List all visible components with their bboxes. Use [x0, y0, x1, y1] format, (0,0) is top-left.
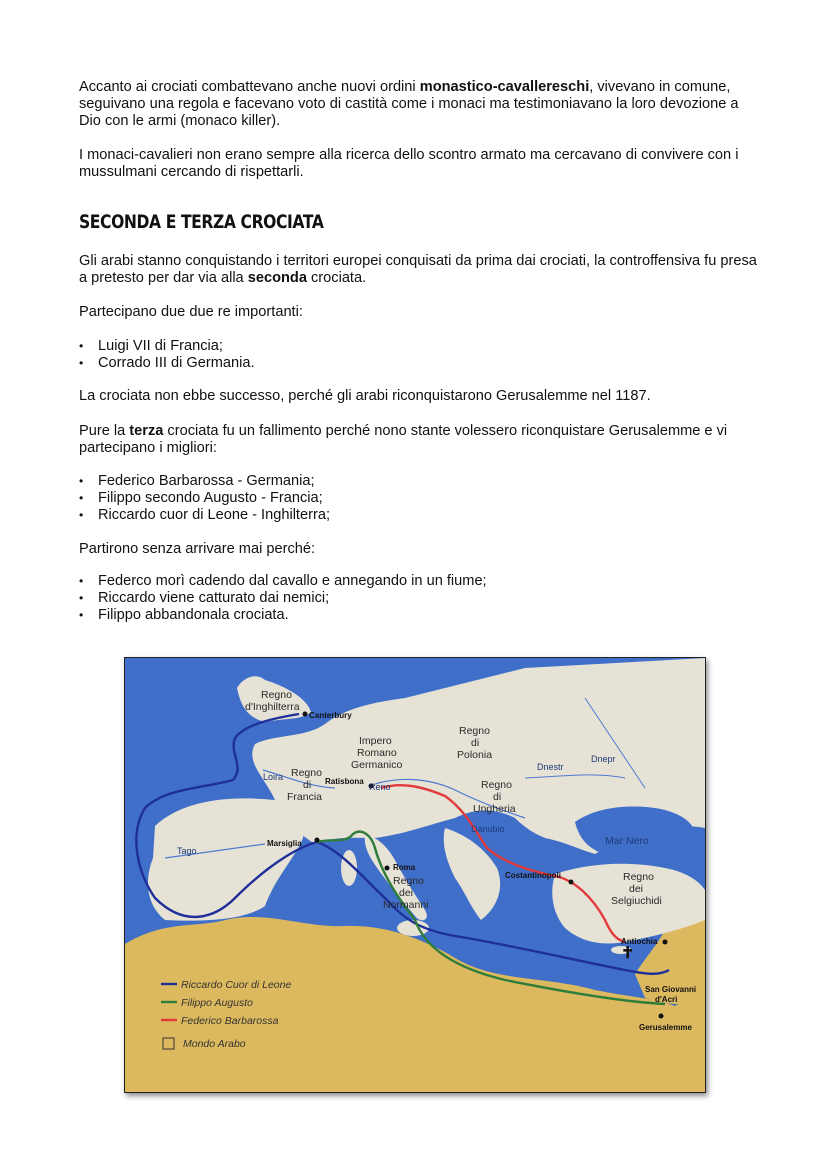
label-francia-3: Francia — [287, 791, 323, 803]
label-ungheria-3: Ungheria — [473, 803, 516, 815]
city-dot — [569, 880, 574, 885]
label-polonia-2: di — [471, 737, 480, 749]
label-inghilterra-1: Regno — [261, 689, 292, 701]
label-gerusalemme: Gerusalemme — [639, 1023, 692, 1032]
list-item: • Filippo secondo Augusto - Francia; — [79, 490, 330, 507]
label-francia-2: di — [303, 779, 312, 791]
label-canterbury: Canterbury — [309, 711, 352, 720]
legend-arabo: Mondo Arabo — [183, 1038, 246, 1050]
kings-intro: Partecipano due due re importanti: — [79, 304, 303, 320]
legend-federico: Federico Barbarossa — [181, 1015, 279, 1027]
label-mar-nero: Mar Nero — [605, 835, 649, 847]
list-item: • Luigi VII di Francia; — [79, 338, 255, 355]
list-item: • Riccardo viene catturato dai nemici; — [79, 590, 487, 607]
arabs-paragraph: Gli arabi stanno conquistando i territori europei conquisati da prima dai crociati, la controffensiva fu presa a pretesto per dar via alla seconda crociata. — [79, 253, 757, 286]
label-tago: Tago — [177, 846, 197, 856]
label-acri-1: San Giovanni — [645, 985, 697, 994]
bold-term: monastico-cavallereschi — [419, 79, 590, 95]
label-marsiglia: Marsiglia — [267, 839, 302, 848]
label-normanni-2: dei — [399, 887, 414, 899]
label-danubio: Danubio — [471, 824, 505, 834]
label-acri-2: d'Acri — [655, 995, 678, 1004]
failure-paragraph: La crociata non ebbe successo, perché gli arabi riconquistarono Gerusalemme nel 1187. — [79, 388, 651, 404]
list-item: • Federco morì cadendo dal cavallo e annegando in un fiume; — [79, 573, 487, 590]
label-polonia-3: Polonia — [457, 749, 493, 761]
bold-term: seconda — [247, 270, 307, 286]
label-ungheria-2: di — [493, 791, 502, 803]
list-item: • Corrado III di Germania. — [79, 355, 255, 372]
label-ungheria-1: Regno — [481, 779, 512, 791]
city-dot — [385, 866, 390, 871]
label-impero-2: Romano — [357, 747, 397, 759]
intro-paragraph: Accanto ai crociati combattevano anche nuovi ordini monastico-cavallereschi, vivevano in comune, seguivano una regola e facevano voto di castità come i monaci ma testimoniavano la loro devozione a Dio con le armi (monaco killer). — [79, 79, 739, 129]
outcome-list — [79, 573, 487, 624]
label-antiochia: Antiochia — [621, 937, 658, 946]
third-crusade-list — [79, 473, 330, 524]
third-crusade-paragraph: Pure la terza crociata fu un fallimento perché nono stante volessero riconquistare Gerusalemme e vi partecipano i migliori: — [79, 423, 728, 456]
bold-term: terza — [129, 423, 164, 439]
label-loira: Loira — [263, 772, 284, 782]
label-ratisbona: Ratisbona — [325, 777, 364, 786]
label-inghilterra-2: d'Inghilterra — [245, 701, 300, 713]
label-francia-1: Regno — [291, 767, 322, 779]
legend-filippo: Filippo Augusto — [181, 997, 253, 1009]
list-item: • Riccardo cuor di Leone - Inghilterra; — [79, 507, 330, 524]
list-item: • Federico Barbarossa - Germania; — [79, 473, 330, 490]
label-selgiuchidi-1: Regno — [623, 871, 654, 883]
section-heading: SECONDA E TERZA CROCIATA — [79, 211, 324, 233]
label-costantinopoli: Costantinopoli — [505, 871, 561, 880]
second-crusade-list — [79, 338, 255, 372]
legend-riccardo: Riccardo Cuor di Leone — [181, 979, 292, 991]
label-dnepr: Dnepr — [591, 754, 616, 764]
label-selgiuchidi-3: Selgiuchidi — [611, 895, 662, 907]
city-dot — [315, 838, 320, 843]
label-normanni-3: Normanni — [383, 899, 429, 911]
label-impero-3: Germanico — [351, 759, 403, 771]
label-normanni-1: Regno — [393, 875, 424, 887]
label-reno: Reno — [369, 782, 391, 792]
city-dot — [659, 1014, 664, 1019]
crusades-map — [124, 657, 706, 1093]
list-item: • Filippo abbandonala crociata. — [79, 607, 487, 624]
city-dot — [303, 712, 308, 717]
monks-paragraph: I monaci-cavalieri non erano sempre alla ricerca dello scontro armato ma cercavano di convivere con i mussulmani cercando di rispettarli. — [79, 147, 739, 180]
label-selgiuchidi-2: dei — [629, 883, 644, 895]
label-dnestr: Dnestr — [537, 762, 564, 772]
label-roma: Roma — [393, 863, 416, 872]
label-impero-1: Impero — [359, 735, 392, 747]
map-svg — [125, 658, 705, 1092]
city-dot — [663, 940, 668, 945]
label-polonia-1: Regno — [459, 725, 490, 737]
cross-icon: ✝ — [621, 945, 635, 962]
departure-paragraph: Partirono senza arrivare mai perché: — [79, 541, 316, 557]
